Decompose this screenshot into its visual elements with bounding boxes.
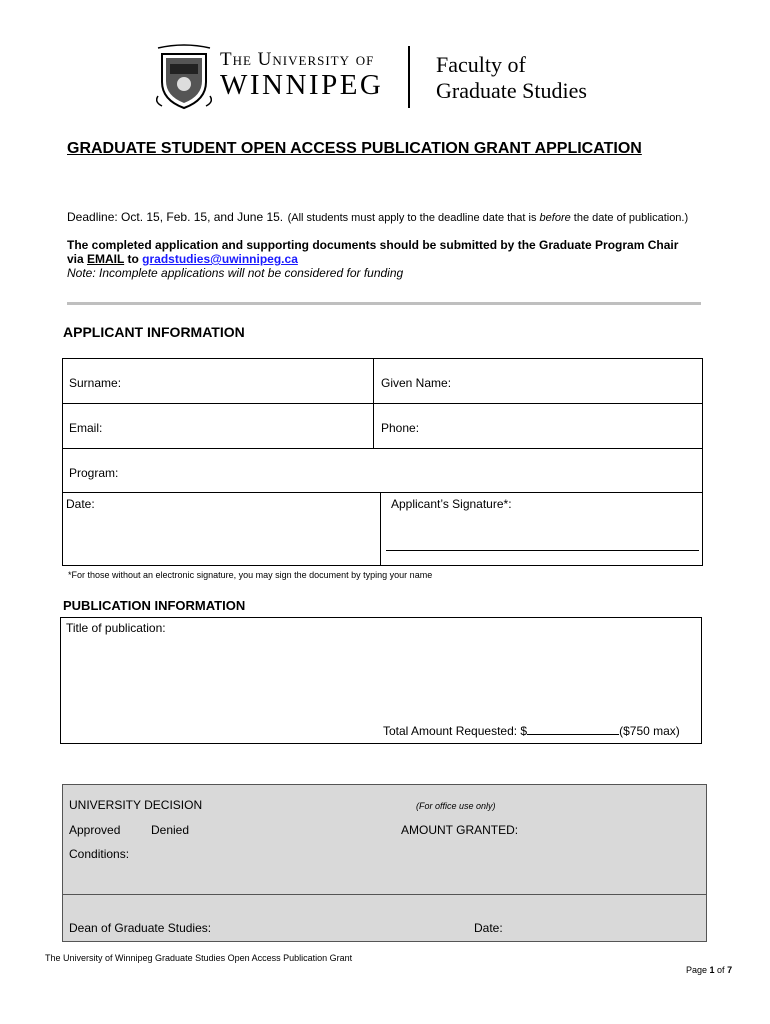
signature-footnote: *For those without an electronic signature, you may sign the document by typing your name — [68, 570, 433, 580]
given-name-field[interactable]: Given Name: — [381, 376, 452, 390]
applicant-table-col-line — [380, 492, 381, 566]
university-name — [220, 50, 383, 100]
page-total: 7 — [727, 965, 733, 975]
crest-icon — [156, 44, 212, 110]
phone-field[interactable]: Phone: — [381, 421, 420, 435]
publication-title-field[interactable]: Title of publication: — [66, 621, 166, 635]
applicant-heading: APPLICANT INFORMATION — [63, 324, 245, 340]
page-number — [686, 965, 732, 975]
total-amount-blank — [527, 724, 619, 735]
email-field[interactable]: Email: — [69, 421, 103, 435]
deadline-note — [288, 212, 689, 224]
applicant-table-row-line — [62, 492, 703, 493]
applicant-table-row-line — [62, 448, 703, 449]
university-name-line2: WINNIPEG — [220, 69, 384, 101]
page-label: Page — [686, 965, 710, 975]
signature-field[interactable]: Applicant’s Signature*: — [391, 497, 512, 511]
applicant-table-col-line — [373, 358, 374, 449]
submission-via: via — [67, 252, 88, 266]
faculty-name-line1: Faculty of — [436, 52, 526, 77]
amount-granted-field[interactable]: AMOUNT GRANTED: — [401, 823, 519, 837]
conditions-field[interactable]: Conditions: — [69, 847, 130, 861]
section-separator — [67, 302, 701, 305]
submission-to: to — [124, 252, 143, 266]
university-logo — [156, 44, 212, 110]
university-name-line1: The University of — [220, 49, 375, 70]
submission-email-word: EMAIL — [87, 252, 125, 266]
footer-text: The University of Winnipeg Graduate Studies Open Access Publication Grant — [45, 953, 353, 963]
deadline-note-pre: (All students must apply to the deadline date that is — [287, 212, 540, 224]
page-title: GRADUATE STUDENT OPEN ACCESS PUBLICATION GRANT APPLICATION — [67, 140, 642, 157]
program-field[interactable]: Program: — [69, 466, 119, 480]
surname-field[interactable]: Surname: — [69, 376, 122, 390]
total-amount-field[interactable] — [383, 724, 680, 738]
deadline-text — [67, 208, 688, 226]
email-link[interactable]: gradstudies@uwinnipeg.ca — [142, 252, 298, 266]
total-amount-label: Total Amount Requested: $ — [383, 724, 528, 738]
signature-line — [386, 550, 699, 551]
publication-heading: PUBLICATION INFORMATION — [63, 598, 246, 613]
office-use-note: (For office use only) — [416, 801, 496, 811]
applicant-table-row-line — [62, 403, 703, 404]
submission-block — [67, 238, 678, 280]
faculty-name-line2: Graduate Studies — [436, 78, 587, 103]
submission-line2 — [67, 252, 678, 266]
faculty-name — [436, 52, 587, 104]
date-field[interactable]: Date: — [66, 497, 95, 511]
deadline-main: Deadline: Oct. 15, Feb. 15, and June 15. — [67, 210, 284, 224]
approved-option[interactable]: Approved — [69, 823, 121, 837]
submission-line1: The completed application and supporting documents should be submitted by the Graduate Program Chair — [67, 238, 679, 252]
dean-signature-field[interactable]: Dean of Graduate Studies: — [69, 921, 212, 935]
page-current: 1 — [709, 965, 715, 975]
max-amount-note: ($750 max) — [619, 724, 680, 738]
denied-option[interactable]: Denied — [151, 823, 190, 837]
decision-divider — [62, 894, 707, 895]
header-divider — [408, 46, 410, 108]
page-of: of — [714, 965, 728, 975]
decision-heading: UNIVERSITY DECISION — [69, 798, 203, 812]
deadline-note-emphasis: before — [539, 212, 571, 224]
incomplete-note: Note: Incomplete applications will not be considered for funding — [67, 266, 404, 280]
decision-date-field[interactable]: Date: — [474, 921, 503, 935]
deadline-note-post: the date of publication.) — [570, 212, 689, 224]
